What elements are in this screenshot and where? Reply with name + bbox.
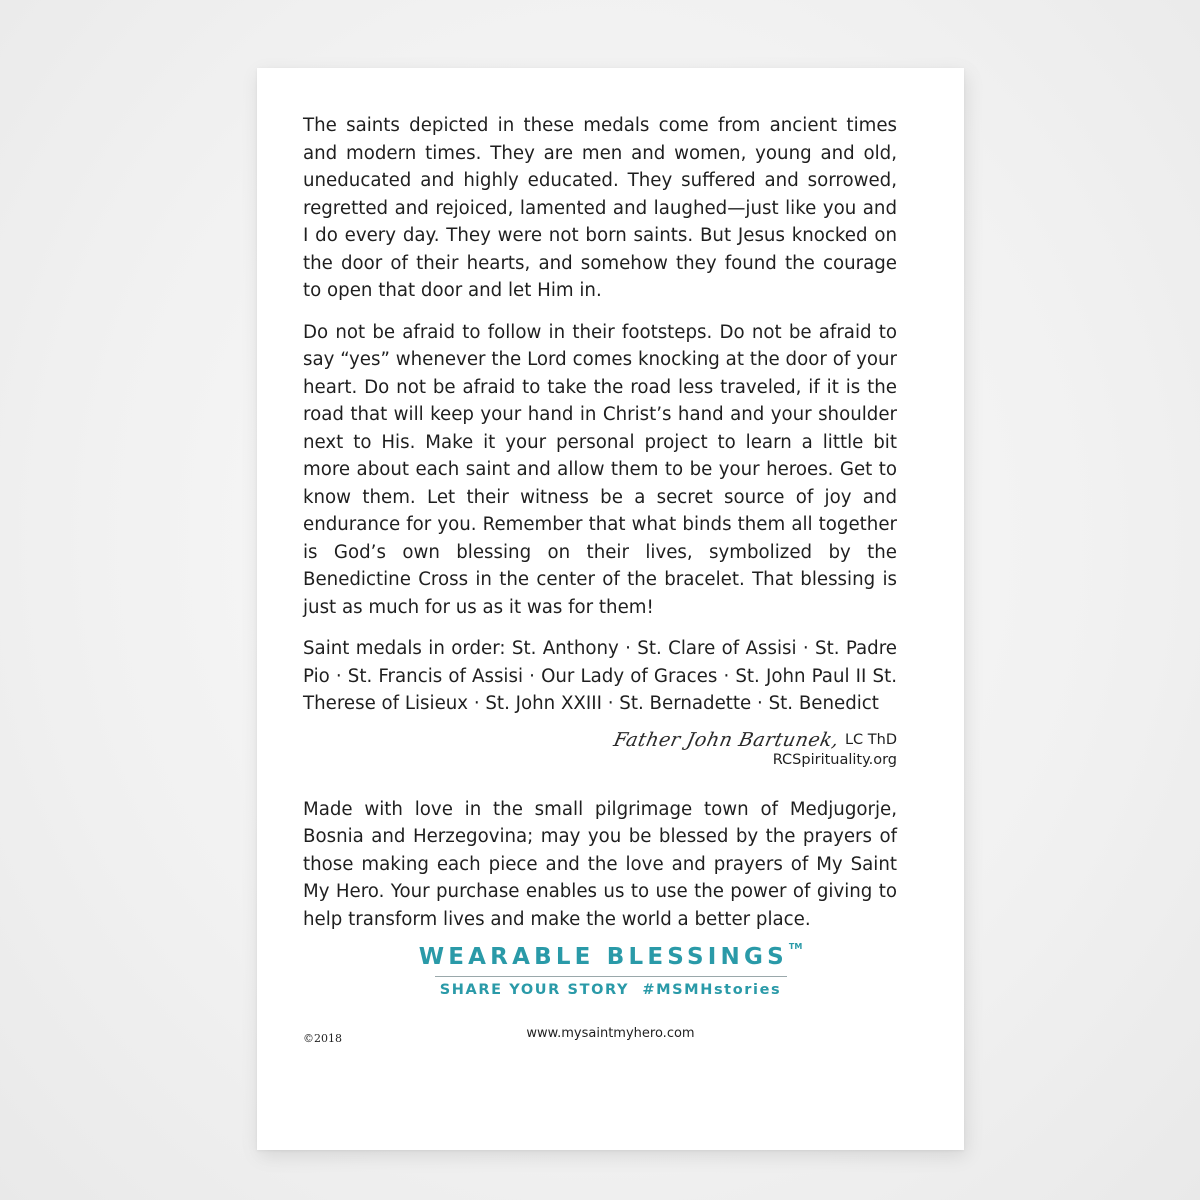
card-body [303,112,897,947]
printed-card [257,68,964,1150]
saint-medals-list: Saint medals in order: St. Anthony · St. Clare of Assisi · St. Padre Pio · St. Francis of Assisi · Our Lady of Graces · St. John Paul II St. Therese of Lisieux · St. John XXIII · St. Bernadette · St. Benedict [303,638,897,714]
signature-row [303,730,897,750]
intro-paragraph: The saints depicted in these medals come from ancient times and modern times. They are men and women, young and old, uneducated and highly educated. They suffered and sorrowed, regretted and rejoiced, lamented and laughed—just like you and I do every day. They were not born saints. But Jesus knocked on the door of their hearts, and somehow they found the courage to open that door and let Him in. [303,115,897,301]
brand-subtitle: SHARE YOUR STORY #MSMHstories [439,982,782,998]
brand-divider [435,976,787,977]
exhortation-paragraph: Do not be afraid to follow in their footsteps. Do not be afraid to say “yes” whenever the Lord comes knocking at the door of your heart. Do not be afraid to take the road less traveled, if it is the road that will keep your hand in Christ’s hand and your shoulder next to His. Make it your personal project to learn a little bit more about each saint and allow them to be your heroes. Get to know them. Let their witness be a secret source of joy and endurance for you. Remember that what binds them all together is God’s own blessing on their lives, symbolized by the Benedictine Cross in the center of the bracelet. That blessing is just as much for us as it was for them! [303,321,897,618]
trademark-mark: TM [788,942,803,951]
attribution-block [303,730,897,770]
brand-title-text: WEARABLE BLESSINGS [418,944,788,970]
copyright-notice: ©2018 [303,1032,342,1045]
brand-title [419,944,803,970]
author-credential: LC ThD [844,731,897,748]
author-website: RCSpirituality.org [772,751,897,768]
footer-website: www.mysaintmyhero.com [526,1026,695,1041]
made-with-paragraph: Made with love in the small pilgrimage town of Medjugorje, Bosnia and Herzegovina; may you be blessed by the prayers of those making each piece and the love and prayers of My Saint My Hero. Your purchase enables us to use the power of giving to help transform lives and make the world a better place. [303,798,897,930]
author-signature: Father John Bartunek, [611,728,842,751]
brand-block [257,944,964,998]
